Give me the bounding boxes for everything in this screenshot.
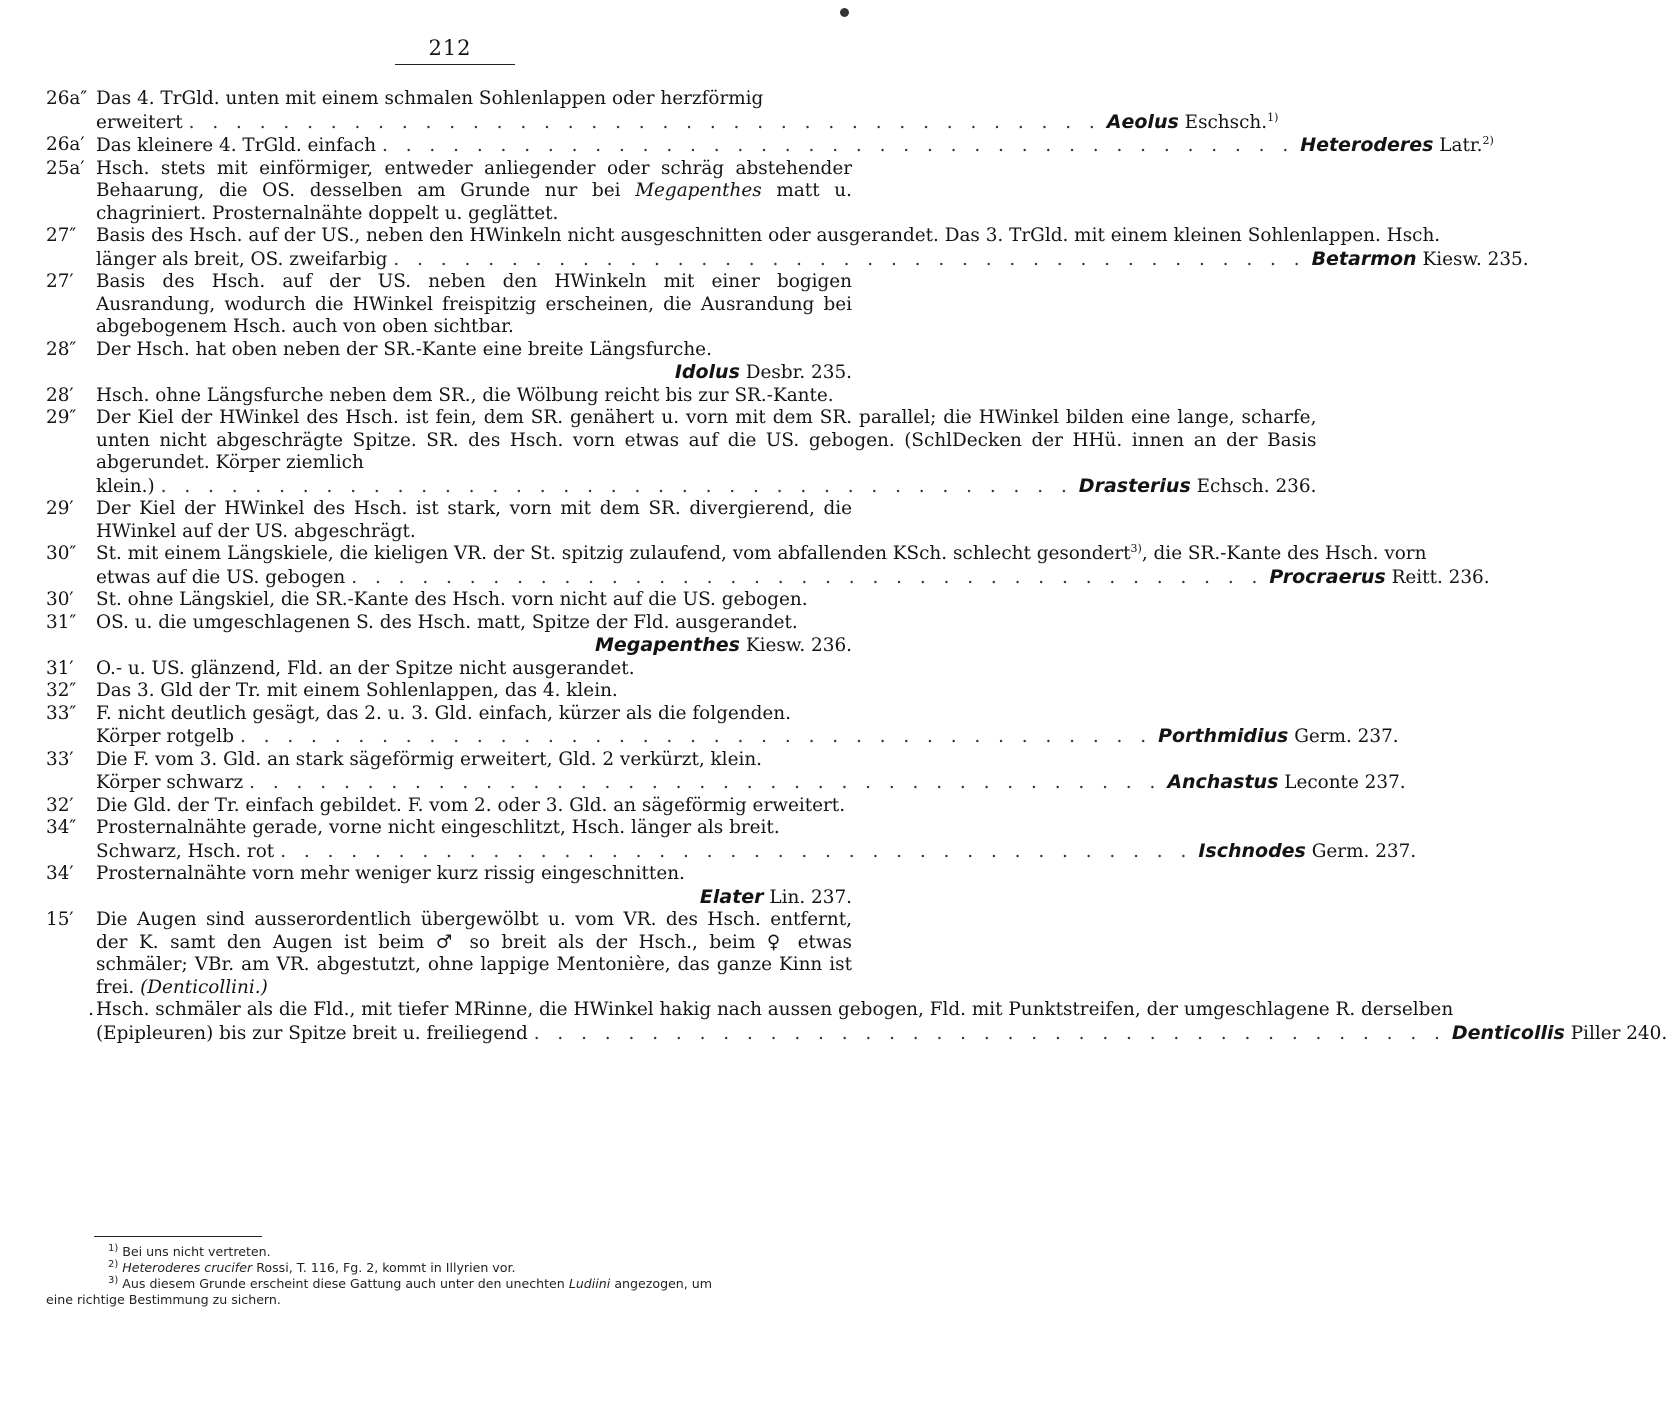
key-entry <box>46 795 852 818</box>
key-entry <box>46 658 852 681</box>
genus-mention: Megapenthes <box>635 180 762 201</box>
dot-leader: . . . . . . . . . . . . . . . . . . . . . . . . . . . . . . . . . . . . . . . <box>280 840 1193 862</box>
genus-name: Drasterius <box>1078 474 1191 497</box>
couplet-code: 31′ <box>46 657 74 679</box>
entry-text: Die Augen sind ausserordentlich übergewölbt u. vom VR. des Hsch. entfernt, der K. samt den Augen ist beim ♂ so breit als der Hsch., beim ♀ etwas schmäler; VBr. am VR. abgestutzt, ohne lappige Mentonière, das ganze Kinn ist frei. <box>96 909 852 998</box>
key-entry <box>46 407 1317 498</box>
couplet-code: 26a′ <box>46 134 85 155</box>
authority: Piller 240. <box>1570 1022 1667 1044</box>
dot-leader: . . . . . . . . . . . . . . . . . . . . . . . . . . . . . . . . . . . . . . . <box>382 135 1295 156</box>
couplet-code: . <box>88 999 94 1020</box>
genus-name: Betarmon <box>1311 247 1417 270</box>
genus-name: Procraerus <box>1269 565 1386 588</box>
dot-leader: . . . . . . . . . . . . . . . . . . . . . . . . . . . . . . . . . . . . . . . <box>249 772 1162 793</box>
genus-name: Idolus <box>674 361 740 383</box>
key-entry <box>46 339 852 385</box>
key-entry <box>46 612 852 658</box>
entry-lead-text: erweitert <box>96 111 183 133</box>
couplet-code: 34′ <box>46 863 74 884</box>
couplet-code: 34″ <box>46 817 77 838</box>
footnote-rule <box>94 1236 262 1237</box>
key-entry <box>46 498 852 543</box>
footnote-continuation: eine richtige Bestimmung zu sichern. <box>46 1292 281 1307</box>
genus-name: Elater <box>699 885 764 908</box>
tribe-name: (Denticollini.) <box>140 976 268 998</box>
footnote-tribe: Ludiini <box>568 1276 611 1291</box>
couplet-code: 30′ <box>46 589 74 610</box>
footnote <box>46 1244 852 1260</box>
couplet-code: 25a′ <box>46 157 85 179</box>
key-entry <box>46 589 852 612</box>
footnote-ref: 3) <box>1130 541 1142 555</box>
couplet-code: 33′ <box>46 748 74 770</box>
authority: Desbr. 235. <box>745 362 852 383</box>
entry-text: Das 3. Gld der Tr. mit einem Sohlenlappen, das 4. klein. <box>96 680 618 701</box>
entry-text: Basis des Hsch. auf der US. neben den HWinkeln mit einer bogigen Ausrandung, wodurch die HWinkel freispitzig erscheinen, die Ausrandung bei abgebogenem Hsch. auch von oben sichtbar. <box>96 271 852 337</box>
key-entry <box>46 680 852 703</box>
key-entry <box>46 225 1529 271</box>
ink-spot <box>840 8 849 17</box>
couplet-code: 15′ <box>46 909 74 930</box>
couplet-code: 27′ <box>46 271 74 292</box>
couplet-code: 29′ <box>46 498 74 519</box>
couplet-code: 28″ <box>46 338 77 360</box>
entry-text: Prosternalnähte vorn mehr weniger kurz rissig eingeschnitten. <box>96 863 685 884</box>
key-entry <box>46 541 1490 589</box>
entry-text: Das 4. TrGld. unten mit einem schmalen Sohlenlappen oder herzförmig <box>96 88 764 109</box>
entry-text-continued: matt u. chagriniert. Prosternalnähte doppelt u. geglättet. <box>96 180 852 224</box>
entry-lead-text: Körper rotgelb <box>96 726 234 747</box>
entry-text: Hsch. schmäler als die Fld., mit tiefer MRinne, die HWinkel hakig nach aussen gebogen, Fld. mit Punktstreifen, der umgeschlagene R. derselben <box>96 999 1454 1020</box>
authority: Germ. 237. <box>1294 726 1399 747</box>
footnotes <box>46 1244 852 1308</box>
footnote-ref: 2) <box>1482 133 1494 147</box>
key-entry <box>46 909 852 999</box>
couplet-code: 28′ <box>46 384 74 406</box>
footnote-mark: 3) <box>108 1274 119 1286</box>
key-entry <box>46 817 1417 863</box>
footnote-text-continued: angezogen, um <box>614 1276 713 1291</box>
entry-text: Basis des Hsch. auf der US., neben den HWinkeln nicht ausgeschnitten oder ausgerandet. Das 3. TrGld. mit einem kleinen Sohlenlappen. Hsch. <box>96 225 1441 246</box>
dot-leader: . . . . . . . . . . . . . . . . . . . . . . . . . . . . . . . . . . . . . . . <box>351 566 1264 588</box>
entry-lead-text: (Epipleuren) bis zur Spitze breit u. freiliegend <box>96 1022 528 1044</box>
genus-name: Ischnodes <box>1198 839 1306 862</box>
entry-text: Die Gld. der Tr. einfach gebildet. F. vom 2. oder 3. Gld. an sägeförmig erweitert. <box>96 794 846 816</box>
couplet-code: 32′ <box>46 794 74 816</box>
authority: Kiesw. 236. <box>745 635 852 656</box>
key-entry <box>46 133 1494 158</box>
entry-text: OS. u. die umgeschlagenen S. des Hsch. matt, Spitze der Fld. ausgerandet. <box>96 611 798 633</box>
page-number: 212 <box>428 36 472 60</box>
entry-text: St. mit einem Längskiele, die kieligen VR. der St. spitzig zulaufend, vom abfallenden KSch. schlecht gesondert <box>96 543 1131 564</box>
couplet-code: 33″ <box>46 702 77 724</box>
key-entry <box>46 702 1399 749</box>
footnote-species: Heteroderes crucifer <box>122 1260 253 1275</box>
couplet-code: 31″ <box>46 611 77 633</box>
key-entry <box>46 385 852 408</box>
footnote <box>46 1260 852 1276</box>
footnote-text: Rossi, T. 116, Fg. 2, kommt in Illyrien vor. <box>256 1260 516 1275</box>
authority: Lin. 237. <box>769 886 852 908</box>
footnote-text: Aus diesem Grunde erscheint diese Gattung auch unter den unechten <box>122 1276 565 1291</box>
entry-text: Der Kiel der HWinkel des Hsch. ist fein, dem SR. genähert u. vorn mit dem SR. parallel; die HWinkel bilden eine lange, scharfe, unten nicht abgeschrägte Spitze. SR. des Hsch. vorn etwas auf die US. gebogen. (SchlDecken der HHü. innen an der Basis abgerundet. Körper ziemlich <box>96 407 1317 473</box>
key-entry <box>46 999 1667 1045</box>
entry-lead-text: Körper schwarz <box>96 772 244 793</box>
dot-leader: . . . . . . . . . . . . . . . . . . . . . . . . . . . . . . . . . . . . . . . <box>393 248 1306 270</box>
entry-lead-text: Das kleinere 4. TrGld. einfach <box>96 135 377 156</box>
key-entry <box>46 863 852 909</box>
entry-text: St. ohne Längskiel, die SR.-Kante des Hsch. vorn nicht auf die US. gebogen. <box>96 589 808 610</box>
footnote <box>46 1276 852 1292</box>
footnote-text: Bei uns nicht vertreten. <box>122 1244 271 1259</box>
genus-name: Anchastus <box>1167 771 1279 793</box>
footnote-ref: 1) <box>1267 110 1279 124</box>
dot-leader: . . . . . . . . . . . . . . . . . . . . . . . . . . . . . . . . . . . . . . . <box>160 475 1073 497</box>
key-entry <box>46 271 852 339</box>
entry-lead-text: länger als breit, OS. zweifarbig <box>96 248 388 270</box>
footnote-mark: 2) <box>108 1258 119 1270</box>
couplet-code: 30″ <box>46 543 77 564</box>
entry-lead-text: Schwarz, Hsch. rot <box>96 840 275 862</box>
authority: Echsch. 236. <box>1196 475 1317 497</box>
couplet-code: 29″ <box>46 407 77 428</box>
key-entry <box>46 88 1279 134</box>
dot-leader: . . . . . . . . . . . . . . . . . . . . . . . . . . . . . . . . . . . . . . . <box>188 111 1101 133</box>
entry-text: Prosternalnähte gerade, vorne nicht eingeschlitzt, Hsch. länger als breit. <box>96 817 780 838</box>
genus-name: Denticollis <box>1451 1021 1565 1044</box>
couplet-code: 27″ <box>46 225 77 246</box>
couplet-code: 32″ <box>46 680 77 701</box>
entry-text: Hsch. stets mit einförmiger, entweder anliegender oder schräg abstehender Behaarung, die OS. desselben am Grunde nur bei <box>96 157 852 201</box>
authority: Germ. 237. <box>1311 840 1417 862</box>
footnote-mark: 1) <box>108 1242 119 1254</box>
genus-name: Megapenthes <box>594 634 740 656</box>
entry-text: F. nicht deutlich gesägt, das 2. u. 3. Gld. einfach, kürzer als die folgenden. <box>96 702 791 724</box>
dot-leader: . . . . . . . . . . . . . . . . . . . . . . . . . . . . . . . . . . . . . . . <box>239 726 1153 747</box>
page-number-rule <box>395 64 515 65</box>
authority: Kiesw. 235. <box>1422 248 1529 270</box>
dot-leader: . . . . . . . . . . . . . . . . . . . . . . . . . . . . . . . . . . . . . . . <box>533 1022 1446 1044</box>
couplet-code: 26a″ <box>46 88 88 109</box>
authority: Reitt. 236. <box>1391 566 1490 588</box>
genus-name: Aeolus <box>1106 110 1179 133</box>
entry-lead-text: klein.) <box>96 475 155 497</box>
entry-lead-text: etwas auf die US. gebogen <box>96 566 346 588</box>
key-entry <box>46 748 1406 795</box>
entry-text: Der Hsch. hat oben neben der SR.-Kante eine breite Längsfurche. <box>96 338 712 360</box>
authority: Leconte 237. <box>1284 772 1406 793</box>
entry-text: O.- u. US. glänzend, Fld. an der Spitze nicht ausgerandet. <box>96 657 635 679</box>
authority: Eschsch. <box>1184 111 1268 133</box>
key-entry <box>46 158 852 226</box>
entry-text: Hsch. ohne Längsfurche neben dem SR., die Wölbung reicht bis zur SR.-Kante. <box>96 384 834 406</box>
entry-text: Der Kiel der HWinkel des Hsch. ist stark, vorn mit dem SR. divergierend, die HWinkel auf der US. abgeschrägt. <box>96 498 852 542</box>
entry-text-continued: , die SR.-Kante des Hsch. vorn <box>1141 543 1427 564</box>
entry-text: Die F. vom 3. Gld. an stark sägeförmig erweitert, Gld. 2 verkürzt, klein. <box>96 748 763 770</box>
genus-name: Heteroderes <box>1300 134 1434 156</box>
authority: Latr. <box>1439 135 1483 156</box>
key-text <box>46 88 1667 1045</box>
genus-name: Porthmidius <box>1158 725 1289 747</box>
